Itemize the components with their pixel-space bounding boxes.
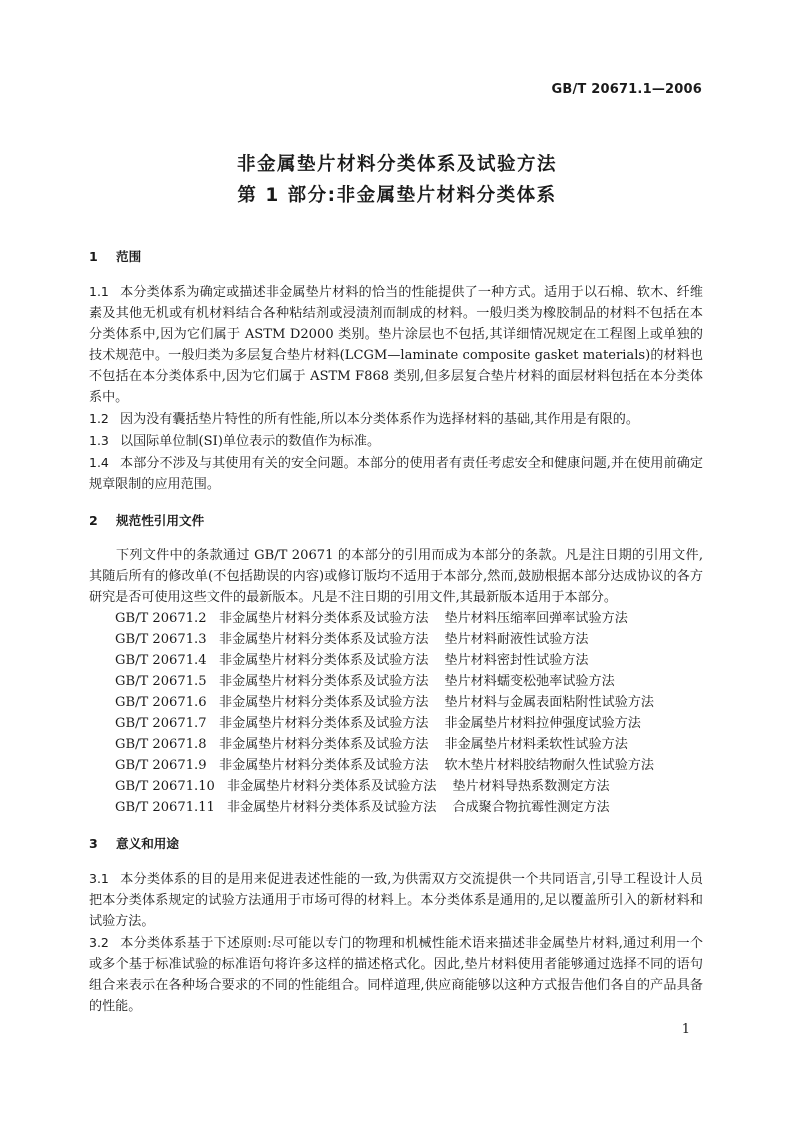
clause-number: 3.2 <box>89 935 109 950</box>
section-heading-normative-references <box>89 510 703 531</box>
reference-item <box>89 608 703 629</box>
section-number: 3 <box>89 836 98 851</box>
clause-number: 1.4 <box>89 455 109 470</box>
reference-item <box>89 797 703 818</box>
reference-code: GB/T 20671.10 <box>115 779 215 794</box>
reference-code: GB/T 20671.8 <box>115 737 207 752</box>
reference-code: GB/T 20671.11 <box>115 800 215 815</box>
clause-text: 本分类体系为确定或描述非金属垫片材料的恰当的性能提供了一种方式。适用于以石棉、软木、纤维素及其他无机或有机材料结合各种粘结剂或浸渍剂而制成的材料。一般归类为橡胶制品的材料不包括在本分类体系中,因为它们属于 ASTM D2000 类别。垫片涂层也不包括,其详细情况规定在工程图上或单独的技术规范中。一般归类为多层复合垫片材料(LCGM—laminate composite gasket materials)的材料也不包括在本分类体系中,因为它们属于 ASTM F868 类别,但多层复合垫片材料的面层材料包括在本分类体系中。 <box>89 285 703 405</box>
reference-name: 合成聚合物抗霉性测定方法 <box>452 800 610 815</box>
section-heading-scope <box>89 246 703 267</box>
clause-text: 本分类体系基于下述原则:尽可能以专门的物理和机械性能术语来描述非金属垫片材料,通过利用一个或多个基于标准试验的标准语句将许多这样的描述格式化。因此,垫片材料使用者能够通过选择不同的语句组合来表示在各种场合要求的不同的性能组合。同样道理,供应商能够以这种方式报告他们各自的产品具备的性能。 <box>89 936 703 1014</box>
section-number: 2 <box>89 513 98 528</box>
section-title: 意义和用途 <box>116 836 179 851</box>
clause-text: 以国际单位制(SI)单位表示的数值作为标准。 <box>120 434 381 449</box>
section-heading-significance-and-use <box>89 833 703 854</box>
clause-text: 本部分不涉及与其使用有关的安全问题。本部分的使用者有责任考虑安全和健康问题,并在使用前确定规章限制的应用范围。 <box>89 456 703 492</box>
standard-code: GB/T 20671.1—2006 <box>551 82 702 97</box>
reference-series: 非金属垫片材料分类体系及试验方法 <box>227 800 437 815</box>
reference-series: 非金属垫片材料分类体系及试验方法 <box>227 779 437 794</box>
document-subtitle: 第 1 部分:非金属垫片材料分类体系 <box>237 185 557 206</box>
section-title: 规范性引用文件 <box>116 513 205 528</box>
reference-name: 垫片材料密封性试验方法 <box>444 653 589 668</box>
reference-name: 软木垫片材料胶结物耐久性试验方法 <box>444 758 654 773</box>
reference-item <box>89 713 703 734</box>
clause-number: 1.3 <box>89 433 109 448</box>
reference-item <box>89 776 703 797</box>
reference-series: 非金属垫片材料分类体系及试验方法 <box>219 695 429 710</box>
reference-series: 非金属垫片材料分类体系及试验方法 <box>219 716 429 731</box>
section-title: 范围 <box>116 249 142 264</box>
reference-name: 垫片材料导热系数测定方法 <box>452 779 610 794</box>
reference-series: 非金属垫片材料分类体系及试验方法 <box>219 611 429 626</box>
reference-series: 非金属垫片材料分类体系及试验方法 <box>219 737 429 752</box>
clause-paragraph <box>89 430 703 452</box>
reference-name: 垫片材料耐液性试验方法 <box>444 632 589 647</box>
clause-paragraph <box>89 408 703 430</box>
reference-code: GB/T 20671.9 <box>115 758 207 773</box>
clause-number: 3.1 <box>89 871 109 886</box>
section-number: 1 <box>89 249 98 264</box>
reference-list <box>89 608 703 818</box>
page-number: 1 <box>681 1022 690 1037</box>
reference-code: GB/T 20671.5 <box>115 674 207 689</box>
clause-paragraph <box>89 452 703 495</box>
document-body <box>89 246 703 1017</box>
reference-code: GB/T 20671.3 <box>115 632 207 647</box>
reference-code: GB/T 20671.4 <box>115 653 207 668</box>
document-title: 非金属垫片材料分类体系及试验方法 <box>236 154 557 175</box>
reference-series: 非金属垫片材料分类体系及试验方法 <box>219 632 429 647</box>
reference-item <box>89 734 703 755</box>
reference-name: 垫片材料蠕变松弛率试验方法 <box>444 674 615 689</box>
reference-series: 非金属垫片材料分类体系及试验方法 <box>219 653 429 668</box>
reference-code: GB/T 20671.7 <box>115 716 207 731</box>
reference-name: 垫片材料与金属表面粘附性试验方法 <box>444 695 654 710</box>
clause-paragraph <box>89 868 703 932</box>
clause-number: 1.1 <box>89 284 109 299</box>
reference-item <box>89 629 703 650</box>
clause-text: 因为没有囊括垫片特性的所有性能,所以本分类体系作为选择材料的基础,其作用是有限的。 <box>120 412 639 427</box>
reference-name: 非金属垫片材料柔软性试验方法 <box>444 737 628 752</box>
reference-code: GB/T 20671.6 <box>115 695 207 710</box>
clause-number: 1.2 <box>89 411 109 426</box>
references-intro: 下列文件中的条款通过 GB/T 20671 的本部分的引用而成为本部分的条款。凡是注日期的引用文件,其随后所有的修改单(不包括勘误的内容)或修订版均不适用于本部分,然而,鼓励根据本部分达成协议的各方研究是否可使用这些文件的最新版本。凡是不注日期的引用文件,其最新版本适用于本部分。 <box>89 548 703 605</box>
reference-item <box>89 692 703 713</box>
clause-text: 本分类体系的目的是用来促进表述性能的一致,为供需双方交流提供一个共同语言,引导工程设计人员把本分类体系规定的试验方法通用于市场可得的材料上。本分类体系是通用的,足以覆盖所引入的新材料和试验方法。 <box>89 872 703 929</box>
reference-name: 非金属垫片材料拉伸强度试验方法 <box>444 716 641 731</box>
reference-code: GB/T 20671.2 <box>115 611 207 626</box>
clause-paragraph <box>89 281 703 408</box>
reference-series: 非金属垫片材料分类体系及试验方法 <box>219 674 429 689</box>
reference-item <box>89 671 703 692</box>
clause-paragraph <box>89 932 703 1017</box>
reference-name: 垫片材料压缩率回弹率试验方法 <box>444 611 628 626</box>
reference-series: 非金属垫片材料分类体系及试验方法 <box>219 758 429 773</box>
reference-item <box>89 755 703 776</box>
reference-item <box>89 650 703 671</box>
